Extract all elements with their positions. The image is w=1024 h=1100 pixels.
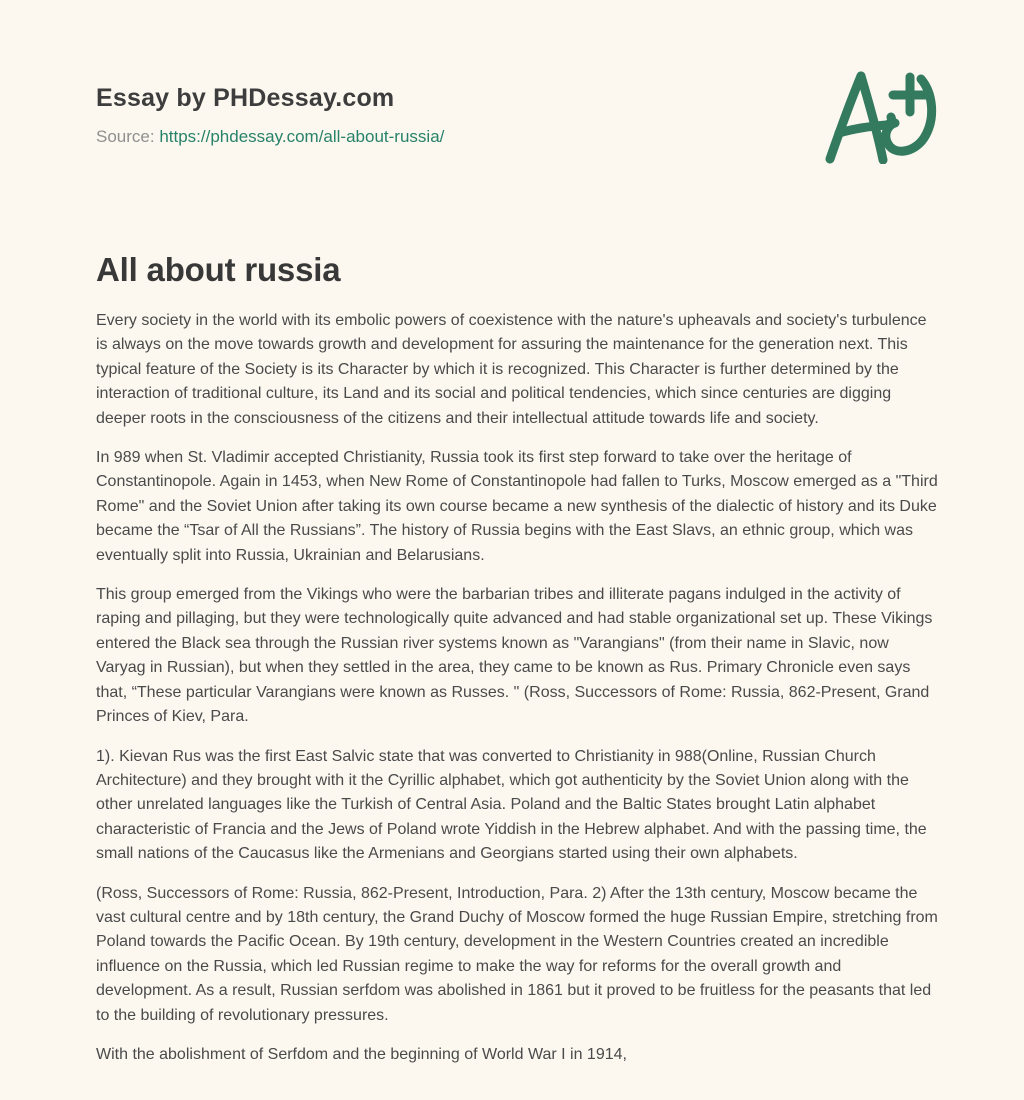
- essay-article: [96, 251, 940, 1067]
- a-plus-logo-icon: [820, 151, 940, 168]
- paragraph-4: 1). Kievan Rus was the first East Salvic state that was converted to Christianity in 988(Online, Russian Church Architecture) and they brought with it the Cyrillic alphabet, which got authenticity by the Soviet Union along with the other unrelated languages like the Turkish of Central Asia. Poland and the Baltic States brought Latin alphabet characteristic of Francia and the Jews of Poland wrote Yiddish in the Hebrew alphabet. And with the passing time, the small nations of the Caucasus like the Armenians and Georgians started using their own alphabets.: [96, 747, 927, 863]
- paragraph-5: (Ross, Successors of Rome: Russia, 862-Present, Introduction, Para. 2) After the 13th century, Moscow became the vast cultural centre and by 18th century, the Grand Duchy of Moscow formed the huge Russian Empire, stretching from Poland towards the Pacific Ocean. By 19th century, development in the Western Countries created an incredible influence on the Russia, which led Russian regime to make the way for reforms for the overall growth and development. As a result, Russian serfdom was abolished in 1861 but it proved to be fruitless for the peasants that led to the building of revolutionary pressures.: [96, 884, 938, 1024]
- paragraph-1: Every society in the world with its embolic powers of coexistence with the nature's upheavals and society's turbulence is always on the move towards growth and development for assuring the maintenance for the generation next. This typical feature of the Society is its Character by which it is recognized. This Character is further determined by the interaction of traditional culture, its Land and its social and political tendencies, which since centuries are digging deeper roots in the consciousness of the citizens and their intellectual attitude towards life and society.: [96, 312, 927, 427]
- article-title: All about russia: [96, 251, 341, 288]
- source-url-link[interactable]: https://phdessay.com/all-about-russia/: [159, 127, 445, 146]
- phdessay-logo: [820, 66, 940, 169]
- page-header: [96, 84, 940, 169]
- site-title: Essay by PHDessay.com: [96, 84, 395, 112]
- source-label: Source:: [96, 127, 155, 146]
- paragraph-3: This group emerged from the Vikings who were the barbarian tribes and illiterate pagans indulged in the activity of raping and pillaging, but they were technologically quite advanced and had stable organizational set up. These Vikings entered the Black sea through the Russian river systems known as "Varangians" (from their name in Slavic, now Varyag in Russian), but when they settled in the area, they came to be known as Rus. Primary Chronicle even says that, “These particular Varangians were known as Russes. " (Ross, Successors of Rome: Russia, 862-Present, Grand Princes of Kiev, Para.: [96, 586, 933, 726]
- paragraph-6: With the abolishment of Serfdom and the beginning of World War I in 1914,: [96, 1045, 627, 1063]
- source-line: [96, 127, 444, 147]
- header-text-block: [96, 84, 444, 147]
- paragraph-2: In 989 when St. Vladimir accepted Christianity, Russia took its first step forward to take over the heritage of Constantinopole. Again in 1453, when New Rome of Constantinopole had fallen to Turks, Moscow emerged as a "Third Rome" and the Soviet Union after taking its own course became a new synthesis of the dialectic of history and its Duke became the “Tsar of All the Russians”. The history of Russia begins with the East Slavs, an ethnic group, which was eventually split into Russia, Ukrainian and Belarusians.: [96, 449, 938, 564]
